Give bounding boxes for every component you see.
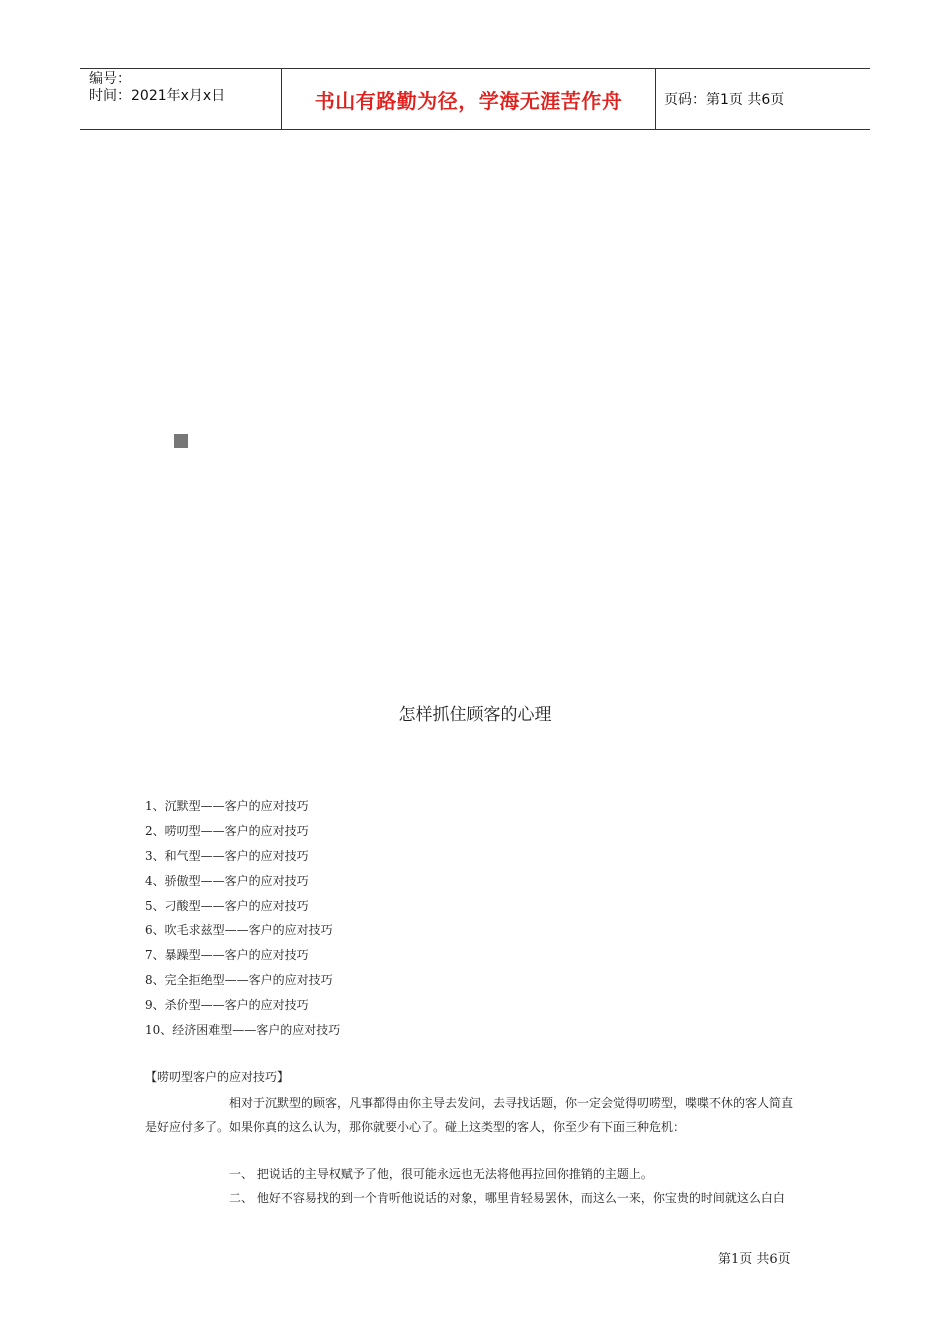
document-number: 编号： (89, 71, 131, 87)
numbered-item: 一、 把说话的主导权赋予了他，很可能永远也无法将他再拉回你推销的主题上。 (229, 1167, 653, 1181)
toc-item: 5、刁酸型——客户的应对技巧 (145, 898, 309, 913)
toc-item: 9、杀价型——客户的应对技巧 (145, 998, 309, 1013)
toc-item: 10、经济困难型——客户的应对技巧 (145, 1023, 341, 1038)
document-date: 时间：2021年x月x日 (89, 88, 226, 104)
body-paragraph-line: 相对于沉默型的顾客，凡事都得由你主导去发问，去寻找话题，你一定会觉得叨唠型，喋喋不休的客人简直 (229, 1096, 794, 1110)
toc-item: 1、沉默型——客户的应对技巧 (145, 799, 309, 813)
header-meta (89, 71, 281, 105)
numbered-item: 二、 他好不容易找的到一个肯听他说话的对象，哪里肯轻易罢休，而这么一来，你宝贵的时间就这么白白 (229, 1191, 785, 1205)
section-heading: 【唠叨型客户的应对技巧】 (145, 1070, 290, 1084)
header-motto: 书山有路勤为径，学海无涯苦作舟 (281, 69, 656, 129)
body-paragraph-line: 是好应付多了。如果你真的这么认为，那你就要小心了。碰上这类型的客人，你至少有下面三种危机： (145, 1120, 686, 1134)
toc-item: 6、吹毛求兹型——客户的应对技巧 (145, 923, 333, 938)
page-header (80, 68, 870, 130)
header-page-info: 页码：第1页 共6页 (664, 92, 785, 108)
toc-item: 7、暴躁型——客户的应对技巧 (145, 948, 309, 963)
toc-item: 4、骄傲型——客户的应对技巧 (145, 873, 309, 888)
footer-page-number: 第1页 共6页 (718, 1252, 791, 1267)
toc-item: 2、唠叨型——客户的应对技巧 (145, 823, 309, 838)
toc-item: 8、完全拒绝型——客户的应对技巧 (145, 973, 333, 988)
toc-item: 3、和气型——客户的应对技巧 (145, 848, 309, 863)
square-bullet-icon (174, 434, 188, 448)
document-title: 怎样抓住顾客的心理 (398, 705, 552, 725)
toc-list (145, 796, 340, 1045)
